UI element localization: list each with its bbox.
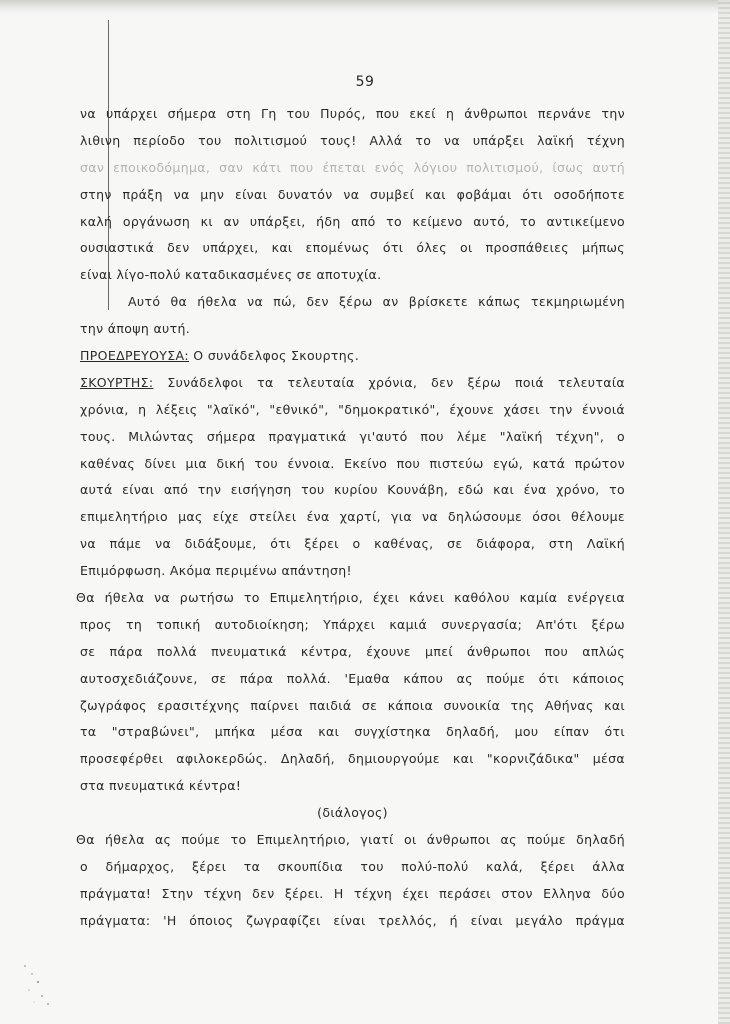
text-line bbox=[80, 182, 625, 209]
line-text: προς τη τοπική αυτοδιοίκηση; Υπάρχει καμιά συνεργασία; Απ'ότι ξέρω bbox=[80, 616, 625, 632]
line-text: ουσιαστικά δεν υπάρχει, και επομένως ότι όλες οι προσπάθειες μήπως bbox=[80, 240, 625, 256]
text-line bbox=[80, 424, 625, 451]
line-text: Θα ήθελα ας πούμε το Επιμελητήριο, γιατί οι άνθρωποι ας πούμε δηλαδή bbox=[76, 832, 625, 848]
line-text: πράγματα: 'Η όποιος ζωγραφίζει είναι τρελλός, ή είναι μεγάλο πράγμα bbox=[80, 912, 625, 928]
text-line bbox=[80, 289, 625, 316]
line-text: καθένας δίνει μια δική του έννοια. Εκείνο που πιστεύω εγώ, κατά πρώτον bbox=[80, 455, 625, 471]
line-text: ο δήμαρχος, ξέρει τα σκουπίδια του πολύ-πολύ καλά, ξέρει άλλα bbox=[80, 858, 625, 874]
line-text: καλή οργάνωση κι αν υπάρξει, ήδη από το κείμενο αυτό, το αντικείμενο bbox=[80, 213, 625, 229]
text-line bbox=[80, 343, 625, 370]
line-text: λιθινη περίοδο του πολιτισμού τους! Αλλά το να υπάρξει λαϊκή τέχνη bbox=[80, 132, 625, 148]
text-line bbox=[80, 908, 625, 935]
text-line bbox=[80, 101, 625, 128]
line-text: τα "στραβώνει", μπήκα μέσα και συγχίστηκα δηλαδή, μου είπαν ότι bbox=[80, 724, 625, 740]
transcript-body bbox=[76, 101, 625, 935]
line-text: σε πάρα πολλά πνευματικά κέντρα, έχουνε μπεί άνθρωποι που απλώς bbox=[80, 643, 625, 659]
text-line bbox=[80, 451, 625, 478]
line-text: (διάλογος) bbox=[317, 805, 388, 821]
text-line bbox=[80, 746, 625, 773]
text-line bbox=[80, 209, 625, 236]
line-text: στην πράξη να μην είναι δυνατόν να συμβεί και φοβάμαι ότι οσοδήποτε bbox=[80, 186, 625, 202]
text-line bbox=[80, 881, 625, 908]
line-text: στα πνευματικά κέντρα! bbox=[80, 778, 242, 794]
scan-top-edge bbox=[0, 0, 730, 14]
speaker-label: ΠΡΟΕΔΡΕΥΟΥΣΑ: bbox=[80, 348, 189, 364]
line-text: Επιμόρφωση. Ακόμα περιμένω απάντηση! bbox=[80, 563, 352, 579]
line-text: προσεφέρθει αφιλοκερδώς. Δηλαδή, δημιουργούμε και "κορνιζάδικα" μέσα bbox=[80, 751, 625, 767]
text-line bbox=[80, 693, 625, 720]
text-line bbox=[80, 262, 625, 289]
text-line bbox=[80, 531, 625, 558]
text-line bbox=[80, 854, 625, 881]
text-line bbox=[80, 155, 625, 182]
text-line bbox=[80, 666, 625, 693]
text-line bbox=[80, 800, 625, 827]
line-text: επιμελητήριο μας είχε στείλει ένα χαρτί, για να δηλώσουμε όσοι θέλουμε bbox=[80, 509, 625, 525]
text-line bbox=[80, 370, 625, 397]
text-line bbox=[80, 612, 625, 639]
text-line bbox=[80, 316, 625, 343]
line-text: αυτοσχεδιάζουνε, σε πάρα πολλά. 'Εμαθα κάπου ας πούμε ότι κάποιος bbox=[80, 670, 625, 686]
line-text: πράγματα! Στην τέχνη δεν ξέρει. Η τέχνη έχει περάσει στον Ελληνα δύο bbox=[80, 885, 625, 901]
line-text: σαν εποικοδόμημα, σαν κάτι που έπεται ενός λόγιου πολιτισμού, ίσως αυτή bbox=[80, 159, 625, 175]
line-text: Ο συνάδελφος Σκουρτης. bbox=[188, 348, 360, 364]
line-text: αυτά είναι από την εισήγηση του κυρίου Κουνάβη, εδώ και ένα χρόνο, το bbox=[80, 482, 625, 498]
text-line bbox=[80, 558, 625, 585]
line-text: τους. Μιλώντας σήμερα πραγματικά γι'αυτό που λέμε "λαϊκή τέχνη", ο bbox=[80, 428, 625, 444]
scan-noise bbox=[20, 960, 60, 1010]
line-text: χρόνια, η λέξεις "λαϊκό", "εθνικό", "δημοκρατικό", έχουνε χάσει την έννοιά bbox=[80, 401, 625, 417]
scan-right-edge bbox=[718, 0, 730, 1024]
line-text: την άποψη αυτή. bbox=[80, 321, 191, 337]
line-text: να υπάρχει σήμερα στη Γη του Πυρός, που εκεί η άνθρωποι περνάνε την bbox=[80, 106, 625, 121]
line-text: να πάμε να διδάξουμε, ότι ξέρει ο καθένας, σε διάφορα, στη Λαϊκή bbox=[80, 536, 625, 552]
text-line bbox=[76, 585, 625, 612]
line-text: είναι λίγο-πολύ καταδικασμένες σε αποτυχία. bbox=[80, 267, 382, 283]
line-text: Θα ήθελα να ρωτήσω το Επιμελητήριο, έχει κάνει καθόλου καμία ενέργεια bbox=[76, 590, 625, 606]
line-text: Συνάδελφοι τα τελευταία χρόνια, δεν ξέρω ποιά τελευταία bbox=[153, 374, 625, 390]
text-line bbox=[80, 397, 625, 424]
text-line bbox=[80, 719, 625, 746]
text-line bbox=[76, 827, 625, 854]
text-line bbox=[80, 128, 625, 155]
speaker-label: ΣΚΟΥΡΤΗΣ: bbox=[80, 374, 154, 390]
text-line bbox=[80, 235, 625, 262]
text-line bbox=[80, 773, 625, 800]
line-text: ζωγράφος ερασιτέχνης παίρνει παιδιά σε κάποια συνοικία της Αθήνας και bbox=[80, 697, 625, 713]
text-line bbox=[80, 477, 625, 504]
text-line bbox=[80, 639, 625, 666]
line-text: Αυτό θα ήθελα να πώ, δεν ξέρω αν βρίσκετε κάπως τεκμηριωμένη bbox=[128, 294, 625, 310]
page-number: 59 bbox=[355, 74, 375, 90]
text-line bbox=[80, 504, 625, 531]
